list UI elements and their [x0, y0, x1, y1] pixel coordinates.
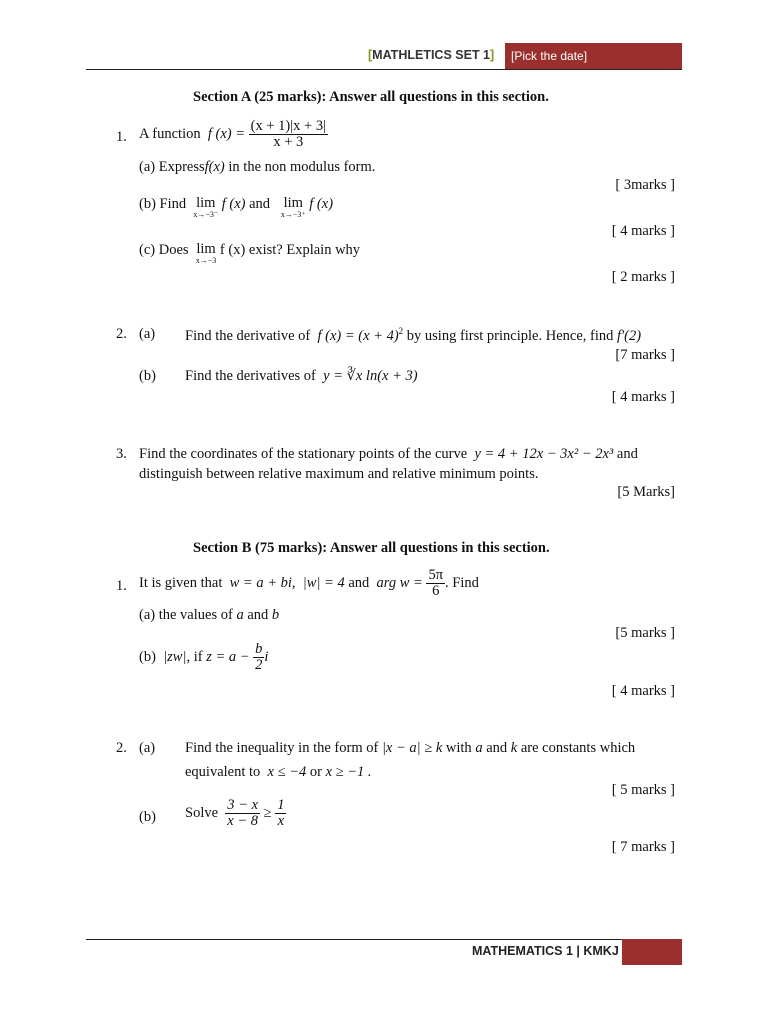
b-q2a-var1: a	[475, 740, 483, 756]
b-q2b-den1: x − 8	[227, 813, 259, 830]
a-q1b-lim1-sub: x→−3⁻	[193, 209, 219, 219]
a-q1c-lim	[196, 242, 217, 265]
b-q1a-and: and	[247, 607, 269, 623]
section-b-heading: Section B (75 marks): Answer all questions in this section.	[193, 540, 550, 556]
a-q2a-text2: by using first principle. Hence, find	[406, 327, 614, 344]
a-q1a	[139, 159, 375, 176]
b-q1b-label: (b)	[139, 649, 156, 666]
b-q1a-var1: a	[236, 607, 244, 623]
b-q2b-label: (b)	[139, 809, 156, 825]
a-q1a-text1: Express	[158, 159, 205, 175]
b-q2a-expr1: x ≤ −4	[267, 764, 307, 780]
b-q2b-fraction1	[225, 798, 260, 829]
a-q3-line1	[139, 446, 638, 463]
b-q2b-den2: x	[277, 813, 285, 830]
b-q1-arg: arg w =	[376, 575, 423, 592]
b-q1a-text: the values of	[158, 607, 233, 623]
b-q1-line	[139, 568, 479, 599]
a-q1-den: x + 3	[273, 134, 304, 151]
b-q2a-text2: with	[445, 740, 472, 756]
b-q1-and: and	[348, 575, 370, 592]
date-picker[interactable]	[505, 43, 682, 69]
b-q1a-label: (a)	[139, 607, 156, 623]
b-q2b-fraction2	[275, 798, 286, 829]
a-q1-intro	[139, 119, 328, 150]
a-q1b-lim1	[193, 196, 218, 219]
a-q2a-expr: f (x) = (x + 4)	[317, 327, 399, 344]
a-q2a-exp: 2	[398, 326, 404, 336]
date-placeholder: [Pick the date]	[511, 49, 588, 63]
b-q1b-i: i	[264, 649, 269, 666]
b-q1a-var2: b	[271, 607, 280, 623]
a-q1c-lim-sub: x→−3	[195, 255, 217, 265]
a-q2a-text1: Find the derivative of	[185, 327, 311, 344]
footer-color-block	[622, 939, 682, 965]
b-q1b-fraction	[253, 642, 264, 673]
a-q3-expr: y = 4 + 12x − 3x² − 2x³	[474, 446, 614, 462]
b-q1-frac-num: 5π	[428, 567, 444, 583]
b-q2a-or: or	[309, 764, 322, 780]
b-q1-find: . Find	[445, 575, 479, 592]
b-q2b-solve: Solve	[185, 805, 219, 822]
b-q2b-num1: 3 − x	[227, 797, 259, 813]
a-q2b	[185, 368, 418, 385]
b-q1a	[139, 607, 279, 624]
b-q2a-and: and	[486, 740, 508, 756]
b-q2a-text1: Find the inequality in the form of	[185, 740, 379, 756]
a-q2a	[185, 326, 641, 345]
a-q2a-italic: f'(2)	[616, 327, 642, 344]
a-q2a-label: (a)	[139, 326, 156, 342]
a-q1b-and: and	[249, 196, 271, 212]
b-q2a-line1	[185, 740, 635, 757]
set-title: MATHLETICS SET 1	[372, 48, 491, 62]
b-q2-number: 2.	[116, 740, 127, 756]
a-q1-number: 1.	[116, 129, 127, 145]
a-q1b-fx2: f (x)	[309, 196, 334, 212]
b-q1b-z: z = a −	[206, 649, 250, 666]
a-q1-num: (x + 1)|x + 3|	[250, 118, 326, 134]
b-q2b-num2: 1	[277, 797, 285, 813]
a-q3-and: and	[616, 446, 638, 462]
b-q2a-line2-text: equivalent to	[185, 764, 261, 780]
a-q3-marks: [5 Marks]	[617, 484, 675, 500]
a-q2b-text: Find the derivatives of	[185, 368, 316, 384]
b-q1b-frac-num: b	[255, 641, 263, 657]
b-q2a-var2: k	[510, 740, 518, 756]
footer-divider	[86, 939, 622, 940]
b-q1-text1: It is given that	[139, 575, 223, 592]
a-q1b	[139, 196, 333, 219]
b-q1b-marks: [ 4 marks ]	[611, 683, 675, 699]
a-q1a-text2: in the non modulus form.	[228, 159, 376, 175]
bracket-open: [	[368, 48, 373, 62]
a-q1a-italic: f(x)	[204, 159, 225, 175]
a-q1-fraction	[249, 119, 328, 150]
a-q3-number: 3.	[116, 446, 127, 462]
b-q1a-marks: [5 marks ]	[615, 625, 675, 641]
b-q2a-label: (a)	[139, 740, 156, 756]
b-q2a-line2	[185, 764, 372, 781]
a-q1-fx: f (x) =	[207, 126, 246, 143]
section-a-heading: Section A (25 marks): Answer all questions in this section.	[193, 89, 549, 105]
a-q1c-text: f (x) exist? Explain why	[219, 242, 361, 258]
a-q1a-marks: [ 3marks ]	[615, 177, 675, 193]
b-q1-frac-den: 6	[432, 583, 440, 600]
b-q1-expr1: w = a + bi,	[229, 575, 296, 592]
b-q2b	[185, 798, 286, 829]
a-q2b-marks: [ 4 marks ]	[611, 389, 675, 405]
a-q1b-label: (b) Find	[139, 196, 187, 212]
b-q2b-ge: ≥	[263, 805, 272, 822]
b-q1b-expr: |zw|,	[163, 649, 191, 666]
b-q2a-marks: [ 5 marks ]	[611, 782, 675, 798]
a-q1b-lim2-sub: x→−3⁺	[280, 209, 306, 219]
a-q1b-marks: [ 4 marks ]	[611, 223, 675, 239]
b-q1b-frac-den: 2	[255, 657, 263, 674]
a-q2-number: 2.	[116, 326, 127, 342]
a-q3-line2: distinguish between relative maximum and relative minimum points.	[139, 466, 539, 482]
b-q2b-marks: [ 7 marks ]	[611, 839, 675, 855]
b-q2a-text3: are constants which	[520, 740, 636, 756]
a-q2b-expr: y = ∛x ln(x + 3)	[323, 368, 418, 384]
a-q1a-label: (a)	[139, 159, 156, 175]
a-q1c	[139, 242, 360, 265]
a-q1c-marks: [ 2 marks ]	[611, 269, 675, 285]
header-title	[368, 48, 494, 62]
a-q1b-lim2-text: lim	[283, 195, 303, 211]
a-q3-text: Find the coordinates of the stationary points of the curve	[139, 446, 468, 462]
b-q1b-if: if	[193, 649, 203, 666]
b-q1b	[139, 642, 268, 673]
b-q1-number: 1.	[116, 578, 127, 594]
b-q1-expr2: |w| = 4	[302, 575, 345, 592]
b-q2a-expr: |x − a| ≥ k	[381, 740, 443, 756]
a-q1b-lim2	[281, 196, 306, 219]
bracket-close: ]	[490, 48, 495, 62]
a-q2a-marks: [7 marks ]	[615, 347, 675, 363]
a-q1c-lim-text: lim	[196, 241, 216, 257]
b-q2a-expr2: x ≥ −1 .	[325, 764, 372, 780]
a-q1-intro-text: A function	[139, 126, 201, 143]
a-q1b-lim1-text: lim	[196, 195, 216, 211]
footer-text: MATHEMATICS 1 | KMKJ	[472, 944, 619, 958]
a-q1b-fx1: f (x)	[221, 196, 246, 212]
a-q1c-label: (c) Does	[139, 242, 189, 258]
b-q1-fraction	[426, 568, 445, 599]
a-q2b-label: (b)	[139, 368, 156, 384]
header-divider	[86, 69, 682, 70]
